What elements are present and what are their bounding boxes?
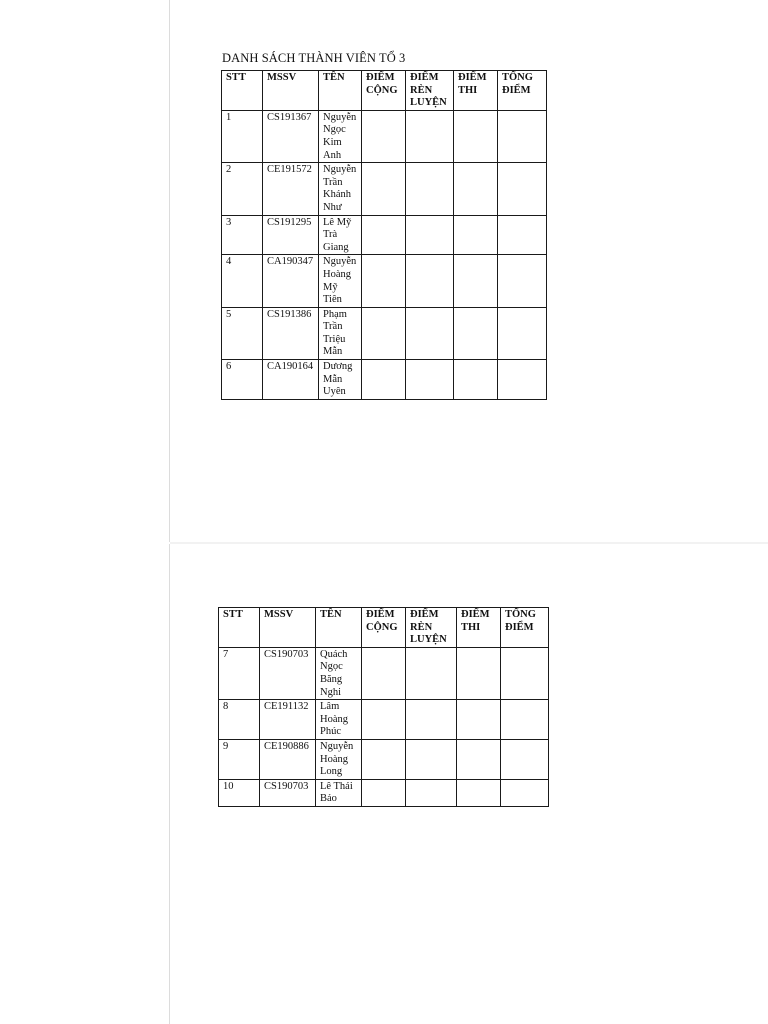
cell-diem-ren-luyen — [406, 255, 454, 307]
header-ten: TÊN — [319, 71, 362, 111]
name-line: Bảo — [320, 793, 337, 805]
header-text: LUYỆN — [410, 634, 447, 646]
cell-mssv: CE191132 — [260, 700, 316, 740]
cell-diem-cong — [362, 647, 406, 699]
name-line: Hoàng — [323, 268, 351, 280]
name-line: Quách — [320, 648, 348, 660]
cell-stt: 5 — [222, 307, 263, 359]
header-diem-thi — [454, 71, 498, 111]
cell-diem-cong — [362, 360, 406, 400]
header-diem-cong — [362, 71, 406, 111]
cell-ten — [319, 163, 362, 215]
name-line: Mẫn — [323, 346, 343, 358]
name-line: Như — [323, 201, 342, 213]
cell-tong-diem — [498, 307, 547, 359]
cell-stt: 6 — [222, 360, 263, 400]
members-table-page-2 — [218, 607, 549, 807]
name-line: Lê Mỹ — [323, 216, 352, 228]
cell-diem-ren-luyen — [406, 700, 457, 740]
header-text: THI — [458, 84, 478, 96]
cell-mssv: CS191367 — [263, 110, 319, 162]
cell-diem-thi — [457, 700, 501, 740]
cell-diem-cong — [362, 739, 406, 779]
cell-stt: 8 — [219, 700, 260, 740]
cell-ten — [319, 110, 362, 162]
header-mssv: MSSV — [263, 71, 319, 111]
name-line: Phúc — [320, 726, 341, 738]
header-text: TỔNG — [502, 72, 533, 83]
header-diem-cong — [362, 608, 406, 648]
name-line: Trà — [323, 229, 338, 241]
cell-tong-diem — [498, 360, 547, 400]
cell-diem-ren-luyen — [406, 163, 454, 215]
name-line: Lâm — [320, 701, 340, 713]
cell-diem-ren-luyen — [406, 779, 457, 806]
name-line: Tiên — [323, 294, 342, 306]
cell-diem-thi — [454, 163, 498, 215]
header-text: ĐIỂM — [502, 84, 531, 96]
cell-mssv: CA190347 — [263, 255, 319, 307]
header-tong-diem — [501, 608, 549, 648]
cell-tong-diem — [501, 779, 549, 806]
cell-mssv: CS191295 — [263, 215, 319, 255]
cell-diem-cong — [362, 215, 406, 255]
cell-diem-thi — [454, 307, 498, 359]
cell-diem-thi — [454, 215, 498, 255]
page-margin-left — [0, 0, 170, 1024]
table-header-row — [219, 608, 549, 648]
name-line: Giang — [323, 241, 349, 253]
cell-diem-thi — [457, 647, 501, 699]
cell-diem-ren-luyen — [406, 647, 457, 699]
header-diem-ren-luyen — [406, 71, 454, 111]
table-row — [222, 163, 547, 215]
cell-ten — [319, 360, 362, 400]
name-line: Hoàng — [320, 753, 348, 765]
document-title: DANH SÁCH THÀNH VIÊN TỔ 3 — [222, 51, 406, 65]
cell-ten — [319, 307, 362, 359]
name-line: Nguyễn — [320, 740, 354, 752]
name-line: Anh — [323, 149, 342, 161]
cell-diem-thi — [457, 779, 501, 806]
table-row — [219, 739, 549, 779]
name-line: Triệu — [323, 333, 346, 345]
cell-mssv: CS191386 — [263, 307, 319, 359]
header-text: THI — [461, 621, 481, 633]
header-text: ĐIỂM — [366, 609, 395, 620]
cell-tong-diem — [501, 739, 549, 779]
cell-mssv: CA190164 — [263, 360, 319, 400]
name-line: Dương — [323, 361, 353, 373]
cell-stt: 10 — [219, 779, 260, 806]
name-line: Khánh — [323, 189, 351, 201]
cell-diem-thi — [457, 739, 501, 779]
header-text: ĐIỂM — [410, 72, 439, 83]
cell-diem-ren-luyen — [406, 110, 454, 162]
table-row — [219, 779, 549, 806]
table-row — [222, 215, 547, 255]
cell-mssv: CE191572 — [263, 163, 319, 215]
cell-diem-cong — [362, 779, 406, 806]
cell-mssv: CS190703 — [260, 647, 316, 699]
name-line: Phạm — [323, 308, 347, 320]
cell-ten — [316, 779, 362, 806]
header-text: LUYỆN — [410, 97, 447, 109]
cell-tong-diem — [498, 215, 547, 255]
cell-stt: 3 — [222, 215, 263, 255]
cell-ten — [316, 647, 362, 699]
cell-diem-ren-luyen — [406, 739, 457, 779]
cell-tong-diem — [501, 647, 549, 699]
header-stt: STT — [222, 71, 263, 111]
table-row — [222, 307, 547, 359]
cell-diem-thi — [454, 255, 498, 307]
cell-diem-ren-luyen — [406, 215, 454, 255]
header-text: CỘNG — [366, 621, 398, 633]
name-line: Ngọc — [323, 124, 346, 136]
header-text: RÈN — [410, 84, 433, 96]
cell-diem-cong — [362, 163, 406, 215]
header-mssv: MSSV — [260, 608, 316, 648]
header-text: ĐIỂM — [410, 609, 439, 620]
cell-mssv: CE190886 — [260, 739, 316, 779]
cell-diem-thi — [454, 360, 498, 400]
cell-tong-diem — [498, 110, 547, 162]
members-table-page-1 — [221, 70, 547, 400]
name-line: Nguyễn — [323, 111, 357, 123]
name-line: Nghi — [320, 686, 341, 698]
name-line: Uyên — [323, 386, 346, 398]
cell-diem-thi — [454, 110, 498, 162]
cell-diem-ren-luyen — [406, 360, 454, 400]
header-diem-thi — [457, 608, 501, 648]
name-line: Long — [320, 766, 343, 778]
cell-stt: 4 — [222, 255, 263, 307]
cell-diem-cong — [362, 700, 406, 740]
cell-tong-diem — [498, 163, 547, 215]
cell-stt: 2 — [222, 163, 263, 215]
header-text: ĐIỂM — [505, 621, 534, 633]
table-row — [222, 360, 547, 400]
table-row — [219, 700, 549, 740]
name-line: Ngọc — [320, 661, 343, 673]
name-line: Mẫn — [323, 373, 343, 385]
cell-diem-cong — [362, 110, 406, 162]
header-text: TỔNG — [505, 609, 536, 620]
cell-mssv: CS190703 — [260, 779, 316, 806]
cell-stt: 9 — [219, 739, 260, 779]
cell-tong-diem — [501, 700, 549, 740]
name-line: Băng — [320, 673, 343, 685]
name-line: Mỹ — [323, 281, 338, 293]
cell-ten — [316, 739, 362, 779]
table-header-row — [222, 71, 547, 111]
cell-tong-diem — [498, 255, 547, 307]
name-line: Kim — [323, 136, 342, 148]
cell-diem-cong — [362, 255, 406, 307]
header-text: ĐIỂM — [458, 72, 487, 83]
header-text: RÈN — [410, 621, 433, 633]
table-row — [219, 647, 549, 699]
header-ten: TÊN — [316, 608, 362, 648]
header-text: ĐIỂM — [366, 72, 395, 83]
cell-ten — [319, 215, 362, 255]
name-line: Trần — [323, 176, 343, 188]
cell-diem-ren-luyen — [406, 307, 454, 359]
header-text: ĐIỂM — [461, 609, 490, 620]
header-diem-ren-luyen — [406, 608, 457, 648]
table-row — [222, 110, 547, 162]
cell-ten — [319, 255, 362, 307]
header-text: CỘNG — [366, 84, 398, 96]
name-line: Lê Thái — [320, 780, 353, 792]
name-line: Trần — [323, 321, 343, 333]
cell-diem-cong — [362, 307, 406, 359]
cell-stt: 7 — [219, 647, 260, 699]
name-line: Nguyễn — [323, 256, 357, 268]
table-row — [222, 255, 547, 307]
cell-ten — [316, 700, 362, 740]
cell-stt: 1 — [222, 110, 263, 162]
name-line: Nguyễn — [323, 164, 357, 176]
header-stt: STT — [219, 608, 260, 648]
header-tong-diem — [498, 71, 547, 111]
name-line: Hoàng — [320, 713, 348, 725]
